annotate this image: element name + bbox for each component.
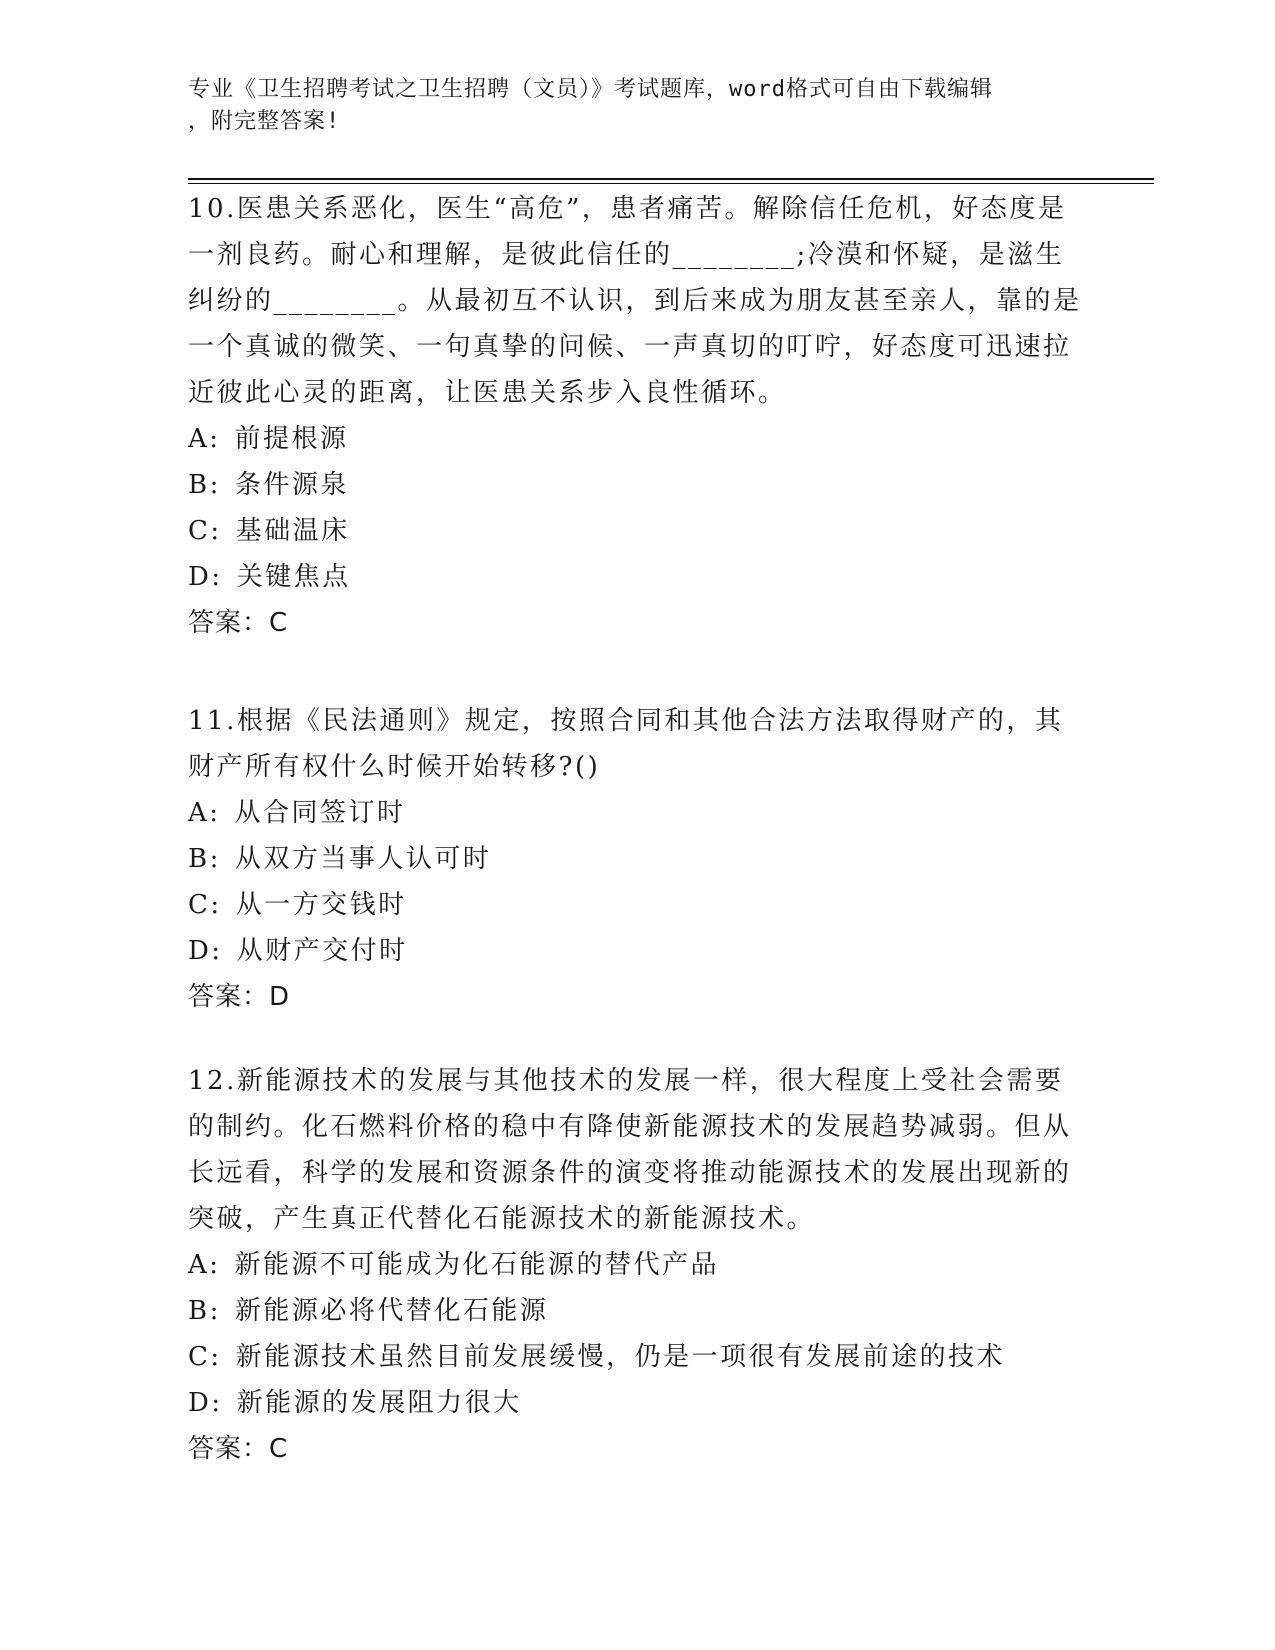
question-stem: 11.根据《民法通则》规定，按照合同和其他合法方法取得财产的，其财产所有权什么时候开始转移?() <box>188 706 1064 782</box>
option-d <box>188 928 1088 974</box>
question-12 <box>188 1058 1088 1472</box>
question-stem: 12.新能源技术的发展与其他技术的发展一样，很大程度上受社会需要的制约。化石燃料价格的稳中有降使新能源技术的发展趋势减弱。但从长远看，科学的发展和资源条件的演变将推动能源技术的发展出现新的突破，产生真正代替化石能源技术的新能源技术。 <box>188 1066 1072 1234</box>
option-letter: D: <box>188 936 223 966</box>
option-c <box>188 882 1088 928</box>
option-a <box>188 790 1088 836</box>
option-text: 从财产交付时 <box>236 936 408 966</box>
option-text: 新能源的发展阻力很大 <box>236 1388 522 1418</box>
header-divider-thin <box>188 183 1154 184</box>
option-letter: B: <box>188 1296 221 1326</box>
answer-line: 答案：D <box>188 982 291 1012</box>
option-text: 从双方当事人认可时 <box>234 844 492 874</box>
option-text: 新能源不可能成为化石能源的替代产品 <box>234 1250 720 1280</box>
question-10 <box>188 186 1088 646</box>
option-c <box>188 1334 1088 1380</box>
question-stem: 10.医患关系恶化，医生“高危”，患者痛苦。解除信任危机，好态度是一剂良药。耐心和理解，是彼此信任的________;冷漠和怀疑，是滋生纠纷的________。从最初互不认识，到后来成为朋友甚至亲人，靠的是一个真诚的微笑、一句真挚的问候、一声真切的叮咛，好态度可迅速拉近彼此心灵的距离，让医患关系步入良性循环。 <box>188 194 1082 408</box>
option-text: 新能源必将代替化石能源 <box>234 1296 549 1326</box>
answer-line: 答案：C <box>188 1434 289 1464</box>
header-divider-thick <box>188 178 1154 180</box>
question-11 <box>188 698 1088 1020</box>
option-d <box>188 1380 1088 1426</box>
option-text: 条件源泉 <box>234 470 349 500</box>
option-letter: C: <box>188 1342 222 1372</box>
option-text: 从一方交钱时 <box>235 890 407 920</box>
option-letter: A: <box>188 1250 221 1280</box>
option-d <box>188 554 1088 600</box>
option-b <box>188 836 1088 882</box>
option-text: 前提根源 <box>234 424 349 454</box>
option-b <box>188 462 1088 508</box>
header-line-1: 专业《卫生招聘考试之卫生招聘（文员）》考试题库，word格式可自由下载编辑 <box>188 77 993 102</box>
option-letter: C: <box>188 890 222 920</box>
option-letter: B: <box>188 470 221 500</box>
option-letter: C: <box>188 516 222 546</box>
option-letter: D: <box>188 562 223 592</box>
option-text: 新能源技术虽然目前发展缓慢，仍是一项很有发展前途的技术 <box>235 1342 1006 1372</box>
option-a <box>188 1242 1088 1288</box>
option-letter: A: <box>188 798 221 828</box>
option-text: 从合同签订时 <box>234 798 406 828</box>
option-a <box>188 416 1088 462</box>
option-b <box>188 1288 1088 1334</box>
option-text: 基础温床 <box>235 516 350 546</box>
option-letter: B: <box>188 844 221 874</box>
header-line-2: ，附完整答案! <box>188 109 341 134</box>
option-letter: D: <box>188 1388 223 1418</box>
option-text: 关键焦点 <box>236 562 351 592</box>
document-header <box>188 74 1088 138</box>
option-letter: A: <box>188 424 221 454</box>
answer-line: 答案：C <box>188 608 289 638</box>
option-c <box>188 508 1088 554</box>
